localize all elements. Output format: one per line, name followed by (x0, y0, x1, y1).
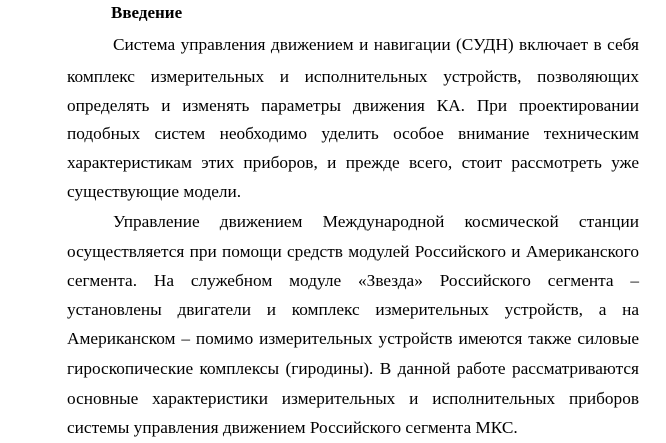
paragraph-1-line-3: определять и изменять параметры движения КА. При проектировании (67, 96, 639, 115)
paragraph-1-line-6: существующие модели. (67, 182, 242, 201)
paragraph-2-line-1: Управление движением Международной космической станции (113, 212, 639, 231)
paragraph-2-line-6: гироскопические комплексы (гиродины). В данной работе рассматриваются (67, 359, 639, 378)
paragraph-1-line-4: подобных систем необходимо уделить особое внимание техническим (67, 124, 639, 143)
paragraph-2-line-2: осуществляется при помощи средств модулей Российского и Американского (67, 242, 639, 261)
section-heading: Введение (111, 3, 183, 22)
paragraph-2-line-5: Американском – помимо измерительных устройств имеются также силовые (67, 329, 639, 348)
paragraph-1-line-2: комплекс измерительных и исполнительных устройств, позволяющих (67, 67, 639, 86)
paragraph-1-line-5: характеристикам этих приборов, и прежде всего, стоит рассмотреть уже (67, 153, 639, 172)
paragraph-2-line-4: установлены двигатели и комплекс измерительных устройств, а на (67, 300, 639, 319)
paragraph-2-line-8: системы управления движением Российского сегмента МКС. (67, 418, 518, 437)
paragraph-2-line-3: сегмента. На служебном модуле «Звезда» Российского сегмента – (67, 271, 639, 290)
paragraph-1-line-1: Система управления движением и навигации (СУДН) включает в себя (113, 35, 639, 54)
paragraph-2-line-7: основные характеристики измерительных и исполнительных приборов (67, 389, 639, 408)
